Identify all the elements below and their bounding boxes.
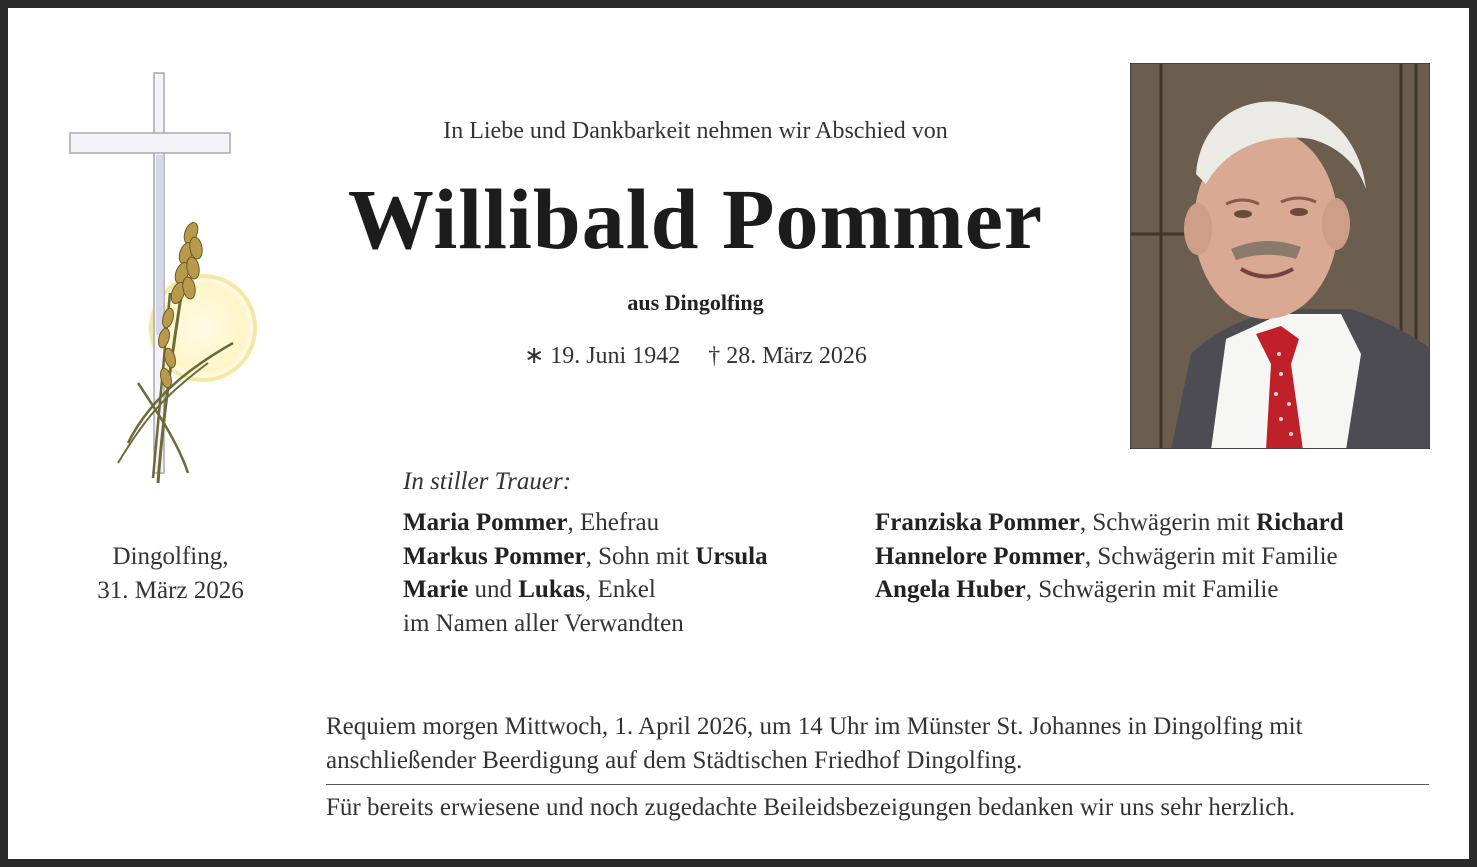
life-dates xyxy=(308,341,1083,370)
mourner-name: Richard xyxy=(1256,509,1344,536)
mourner-line xyxy=(875,573,1344,607)
mourner-name: Ursula xyxy=(695,542,768,570)
mourner-line xyxy=(403,607,768,641)
portrait-illustration xyxy=(1131,64,1430,449)
mourner-name: Maria Pommer xyxy=(403,509,568,536)
mourner-relation: im Namen aller Verwandten xyxy=(403,609,684,637)
mourner-line xyxy=(403,540,768,574)
mourner-relation: , Ehefrau xyxy=(567,509,660,536)
thanks-line: Für bereits erwiesene und noch zugedachte Beileidsbezeigungen bedanken wir uns sehr herzlich. xyxy=(326,794,1296,821)
mourner-line xyxy=(403,573,768,607)
mourner-name: Marie xyxy=(403,576,469,603)
divider xyxy=(326,784,1429,785)
requiem-notice: Requiem morgen Mittwoch, 1. April 2026, um 14 Uhr im Münster St. Johannes in Dingolfing mit anschließender Beerdigung auf dem Städtischen Friedhof Dingolfing. xyxy=(326,713,1303,774)
mourners-heading: In stiller Trauer: xyxy=(403,468,572,495)
mourner-relation: , Schwägerin mit Familie xyxy=(1084,542,1338,570)
mourner-relation: , Sohn mit xyxy=(585,542,696,570)
mourner-relation: , Schwägerin mit xyxy=(1079,509,1257,536)
birth-date: ∗ 19. Juni 1942 xyxy=(524,343,681,369)
cross-wheat-icon xyxy=(58,63,288,493)
place-date-value: 31. März 2026 xyxy=(97,577,244,604)
death-date: † 28. März 2026 xyxy=(708,343,867,369)
place-date xyxy=(68,540,273,608)
mourner-name: Hannelore Pommer xyxy=(875,542,1085,570)
mourner-relation: , Schwägerin mit Familie xyxy=(1025,576,1279,603)
mourner-line xyxy=(875,540,1344,574)
mourner-relation: und xyxy=(468,576,519,603)
portrait-photo xyxy=(1130,63,1430,449)
intro-line: In Liebe und Dankbarkeit nehmen wir Abschied von xyxy=(443,118,948,144)
deceased-name: Willibald Pommer xyxy=(347,171,1044,267)
mourner-name: Lukas xyxy=(518,576,585,603)
mourner-line xyxy=(403,506,768,540)
mourner-name: Angela Huber xyxy=(875,576,1026,603)
origin-line: aus Dingolfing xyxy=(627,290,764,315)
mourner-name: Franziska Pommer xyxy=(875,509,1080,536)
mourner-name: Markus Pommer xyxy=(403,542,586,570)
mourners-right-column xyxy=(875,506,1344,607)
mourner-line xyxy=(875,506,1344,540)
mourner-relation: , Enkel xyxy=(584,576,656,603)
mourners-left-column xyxy=(403,506,768,640)
place-city: Dingolfing, xyxy=(112,543,229,570)
